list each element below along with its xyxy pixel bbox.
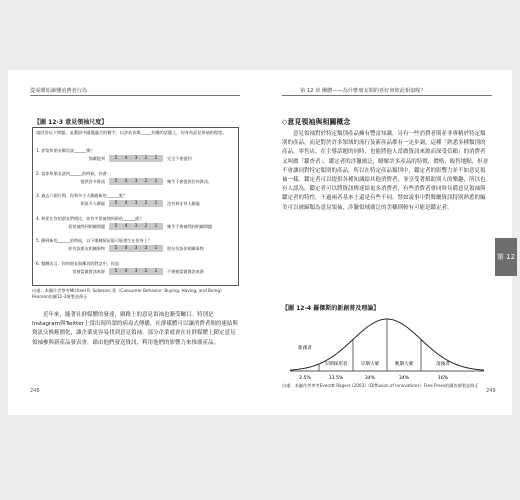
scale-option[interactable]: 4	[124, 268, 128, 274]
scale-option[interactable]: 2	[144, 223, 148, 229]
scale-right-anchor: 幾乎不會提供任何資訊。	[167, 178, 213, 184]
scale-right-anchor: 完全不會提到	[167, 156, 192, 161]
page-number: 249	[486, 388, 496, 394]
scale-right-anchor: 朋友告訴你相關事物	[167, 246, 204, 251]
scale-option[interactable]: 5	[114, 201, 118, 206]
rating-scale	[111, 246, 161, 251]
figure-title: 【圖 12-4 羅傑斯的新創普及理論】	[282, 305, 380, 312]
header-rule	[30, 95, 240, 96]
scale-option[interactable]: 3	[134, 178, 138, 184]
scale-option[interactable]: 5	[114, 223, 118, 229]
scale-option[interactable]: 5	[114, 246, 118, 251]
category-label: 晚期大眾	[394, 362, 414, 367]
left-running-header: 從零開始讀懂消費者行為	[30, 88, 88, 94]
scale-option[interactable]: 4	[124, 246, 128, 251]
scale-option[interactable]: 2	[144, 246, 148, 251]
question-text: 1. 你常和朋友鄰居談______嗎？	[36, 148, 95, 153]
scale-option[interactable]: 3	[134, 201, 138, 206]
figure-source: 出處：本圖作者參考Michael R. Solomon 著《Consumer Behavior: Buying, Having, and Being》Pearson的圖11-2繪製並修正	[32, 288, 225, 299]
percentage-label: 34%	[398, 376, 410, 381]
scale-left-anchor: 提供許多資訊	[80, 178, 105, 184]
percentage-label: 16%	[437, 376, 449, 381]
scale-option[interactable]: 1	[154, 178, 158, 184]
question-text: 5. 聊到新的______的時候，以下哪種情況最可能發生在你身上？	[36, 238, 152, 243]
left-page	[8, 70, 260, 415]
scale-option[interactable]: 5	[114, 156, 118, 161]
scale-left-anchor: 你告訴朋友相關事物	[68, 246, 105, 251]
scale-option[interactable]: 5	[114, 178, 118, 184]
scale-option[interactable]: 2	[144, 201, 148, 206]
scale-option[interactable]: 1	[154, 268, 158, 274]
rating-scale	[111, 156, 161, 161]
category-label: 落後者	[436, 362, 450, 367]
page-number: 248	[30, 388, 40, 394]
scale-option[interactable]: 2	[144, 156, 148, 161]
scale-instructions: 請回答以下問題，並選項中圈選適合的數字。以評估你與_____有關的話題上，你身為意見領袖的程度。	[36, 130, 227, 135]
percentage-label: 2.5%	[299, 376, 311, 381]
body-text: 近年來，隨著社群媒體的發達，網路上的意見領袖也漸受矚目。特別是Instagram與Twitter上常出現所謂的病毒式傳播，社群媒體可以讓消費者間的連結與資訊交換範圍化，讓企業更容易找到意見領袖，部分企業就會在社群媒體上鎖定意見領袖參與新產品發表會，藉由他們發送資訊，利用他們的影響力來推廣產品。	[32, 312, 238, 346]
scale-right-anchor: 不會被當做資訊來源	[167, 268, 204, 274]
scale-option[interactable]: 3	[134, 156, 138, 161]
question-text: 6. 整體而言，你和朋友與鄰居的對話中，你是：	[36, 260, 124, 266]
scale-option[interactable]: 1	[154, 201, 158, 206]
body-text: 意見領袖對於特定類別產品擁有豐富知識，另有一些消費者則並非專精於特定類別的產品，而是對於許多領域的流行及新產品都有一定步調，這種「熟悉多種類別的產品，零售店，在主導話題的同時，也能將他人當做資訊來源而深受信賴」的消費者又叫做「鑑查者」。鑑定者的涉獵廣泛，瞭解許多產品的特徵，價格，販售地點，但並不會讓同對特定類別的產品，所以在特定產品類別中，鑑定者的影響力並不如意見領袖一樣。鑑定者可以提供各種知識給其他消費者，並享受著幫助別人的樂趣，所以也有人認為，鑑定者可以將資訊傳達給更多消費者，有些消費者會同時具備意見領袖與鑑定者的特性，不過兩者基本上還是有些不同。譬如說事中對舞廳資訊特別熟悉的編美可以被歸類為意見領袖，涉獵領域廣泛的美穗則較有可能是鑑定者。	[282, 131, 489, 211]
scale-option[interactable]: 3	[134, 246, 138, 251]
scale-option[interactable]: 1	[154, 156, 158, 161]
right-page	[260, 70, 512, 415]
scale-left-anchor: 頻繁提到	[88, 156, 105, 161]
scale-option[interactable]: 1	[154, 246, 158, 251]
chapter-tab: 第 12 章	[495, 238, 517, 276]
percentage-label: 13.5%	[328, 376, 344, 381]
diffusion-curve-chart	[282, 313, 490, 381]
rating-scale	[111, 179, 161, 184]
opinion-leader-scale-box	[32, 127, 239, 286]
scale-left-anchor: 和很多人聊過	[80, 201, 105, 206]
category-label: 新創者	[298, 346, 312, 351]
scale-right-anchor: 幾乎不會被問到相關問題	[167, 223, 213, 229]
scale-option[interactable]: 3	[134, 268, 138, 274]
header-rule	[282, 95, 492, 96]
scale-option[interactable]: 4	[124, 223, 128, 229]
question-text: 4. 和你在你的朋友們相比，你有多常被問到新的______呢？	[36, 215, 144, 221]
rating-scale	[111, 224, 161, 229]
scale-option[interactable]: 2	[144, 178, 148, 184]
scale-option[interactable]: 4	[124, 178, 128, 184]
percentage-label: 34%	[364, 376, 376, 381]
right-running-header: 第 12 章 團體——為什麼朋友間的喜好會彼此相似呢？	[300, 88, 426, 94]
scale-option[interactable]: 5	[114, 268, 118, 274]
rating-scale	[111, 201, 161, 206]
question-text: 3. 過去六個月間，你和多少人聊過新的______呢？	[36, 193, 128, 198]
question-text: 2. 當你和朋友談到______的時候，你會：	[36, 170, 111, 176]
scale-left-anchor: 很常被問到相關問題	[68, 223, 105, 229]
category-label: 早期大眾	[360, 362, 380, 367]
scale-option[interactable]: 3	[134, 223, 138, 229]
figure-source: 出處：本圖作者參考Everett Rogers (2003)《Diffusion of Innovations》Free Press的圖表繪製並修正	[282, 383, 479, 388]
scale-option[interactable]: 4	[124, 156, 128, 161]
category-label: 早期採用者	[324, 362, 348, 367]
section-title: ◇意見領袖與相關概念	[282, 118, 351, 126]
scale-option[interactable]: 2	[144, 268, 148, 274]
scale-left-anchor: 常被當做資訊來源	[72, 268, 105, 274]
scale-option[interactable]: 4	[124, 201, 128, 206]
scale-option[interactable]: 1	[154, 223, 158, 229]
scale-right-anchor: 沒有和任何人聊過	[167, 201, 200, 206]
figure-title: 【圖 12-3 意見領袖尺度】	[34, 119, 108, 126]
rating-scale	[111, 269, 161, 274]
